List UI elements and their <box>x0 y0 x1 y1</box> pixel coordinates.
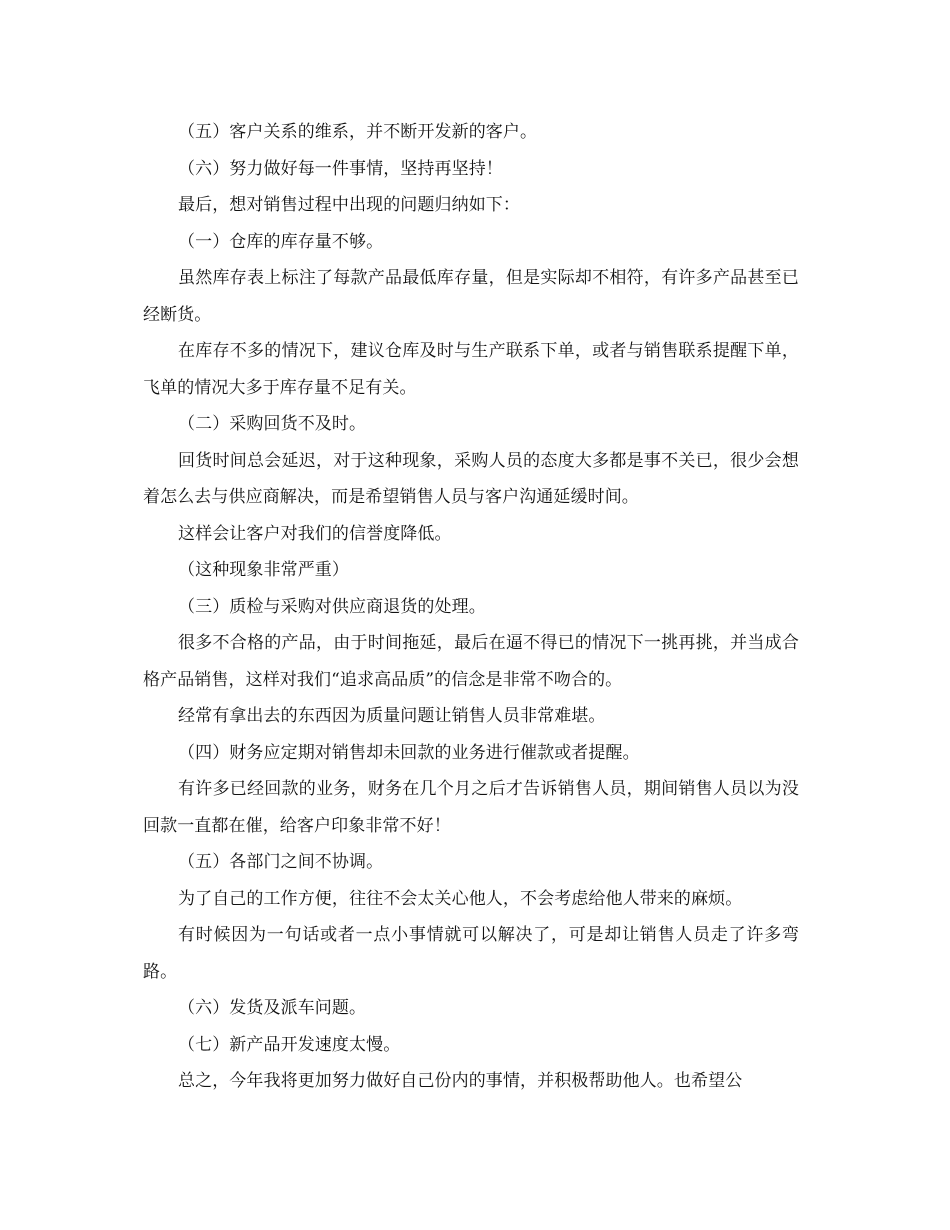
paragraph-issue-1-detail-a: 虽然库存表上标注了每款产品最低库存量，但是实际却不相符，有许多产品甚至已经断货。 <box>143 268 799 325</box>
paragraph-issue-4-heading: （四）财务应定期对销售却未回款的业务进行催款或者提醒。 <box>178 742 640 763</box>
paragraph-issue-7-heading: （七）新产品开发速度太慢。 <box>178 1034 401 1055</box>
paragraph-issue-5-heading: （五）各部门之间不协调。 <box>178 852 384 872</box>
paragraph-issue-3-detail-b: 经常有拿出去的东西因为质量问题让销售人员非常难堪。 <box>178 706 606 726</box>
document-body <box>143 114 799 1100</box>
paragraph-issue-3-heading: （三）质检与采购对供应商退货的处理。 <box>178 596 486 617</box>
paragraph-issue-6-heading: （六）发货及派车问题。 <box>178 998 367 1018</box>
paragraph-issue-3-detail-a: 很多不合格的产品，由于时间拖延，最后在逼不得已的情况下一挑再挑，并当成合格产品销售，这样对我们“追求高品质”的信念是非常不吻合的。 <box>143 633 799 690</box>
paragraph-issue-2-detail-a: 回货时间总会延迟，对于这种现象，采购人员的态度大多都是事不关已，很少会想着怎么去与供应商解决，而是希望销售人员与客户沟通延缓时间。 <box>143 450 799 507</box>
paragraph-item-6: （六）努力做好每一件事情，坚持再坚持！ <box>178 158 503 179</box>
paragraph-item-5: （五）客户关系的维系，并不断开发新的客户。 <box>178 122 538 142</box>
paragraph-issue-5-detail-b: 有时候因为一句话或者一点小事情就可以解决了，可是却让销售人员走了许多弯路。 <box>143 925 799 982</box>
paragraph-issue-1-detail-b: 在库存不多的情况下，建议仓库及时与生产联系下单，或者与销售联系提醒下单，飞单的情况大多于库存量不足有关。 <box>143 341 799 398</box>
paragraph-issue-5-detail-a: 为了自己的工作方便，往往不会太关心他人，不会考虑给他人带来的麻烦。 <box>178 888 743 909</box>
paragraph-conclusion: 总之，今年我将更加努力做好自己份内的事情，并积极帮助他人。也希望公 <box>178 1071 743 1091</box>
paragraph-issue-2-detail-b: 这样会让客户对我们的信誉度降低。 <box>178 523 452 544</box>
paragraph-issue-2-note: （这种现象非常严重） <box>178 560 349 580</box>
paragraph-summary-intro: 最后，想对销售过程中出现的问题归纳如下： <box>178 195 520 215</box>
paragraph-issue-1-heading: （一）仓库的库存量不够。 <box>178 231 384 252</box>
paragraph-issue-2-heading: （二）采购回货不及时。 <box>178 414 367 434</box>
paragraph-issue-4-detail: 有许多已经回款的业务，财务在几个月之后才告诉销售人员，期间销售人员以为没回款一直都在催，给客户印象非常不好！ <box>143 779 799 836</box>
